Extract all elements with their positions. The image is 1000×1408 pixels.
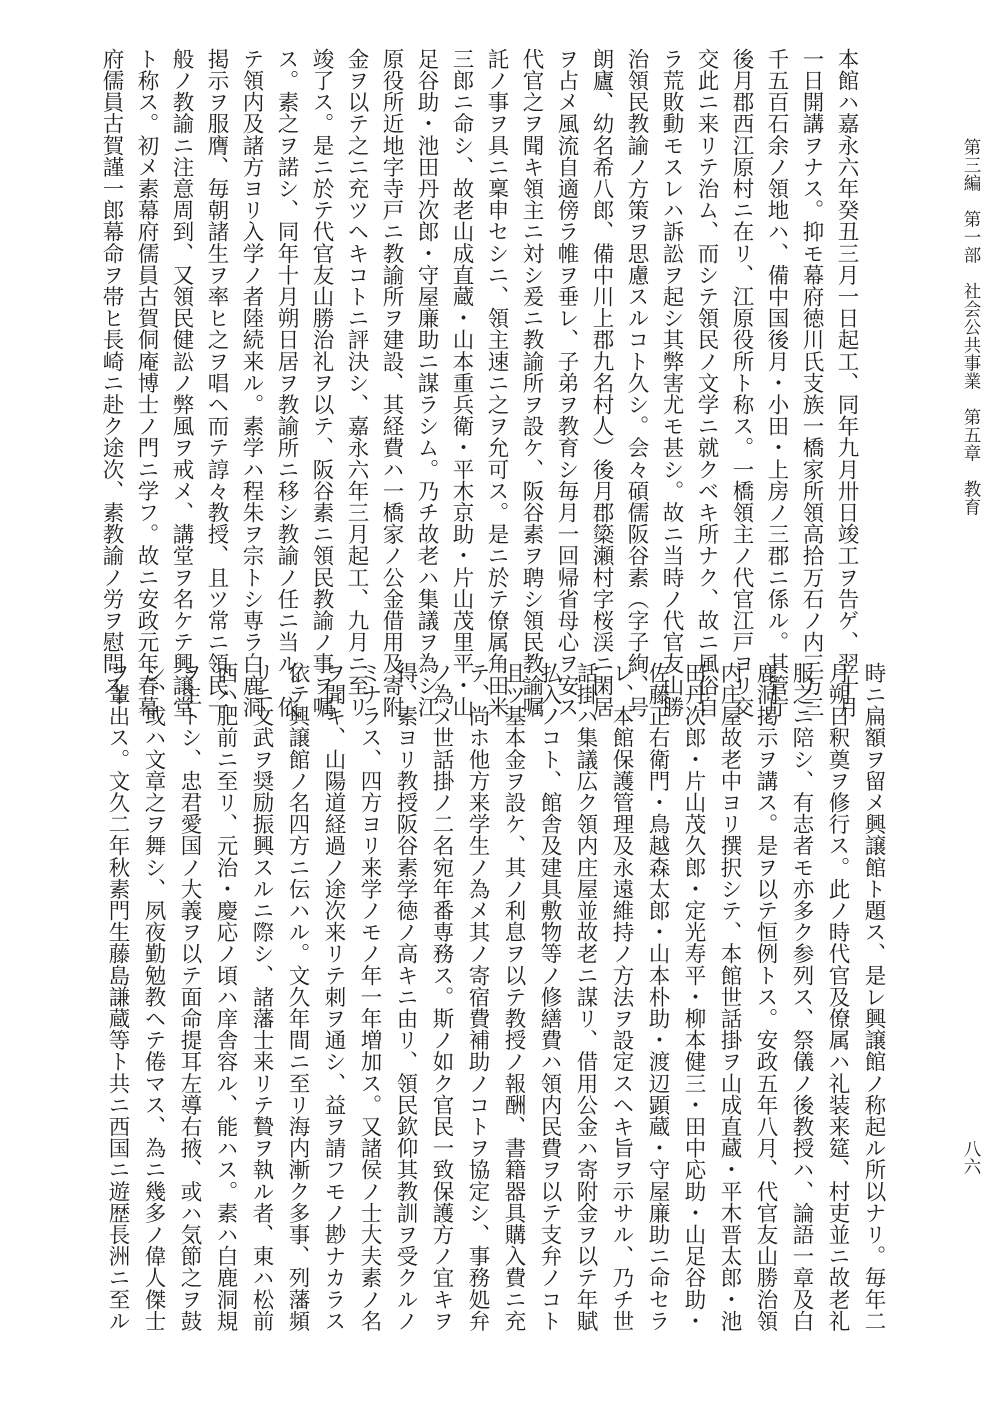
text-column: リニ文武ヲ奨励振興スルニ際シ、諸藩士来リテ贄ヲ執ル者、東ハ松前 — [249, 662, 274, 1332]
text-column: ヲ聞キ、山陽道経過ノ途次来リテ刺ヲ通シ、益ヲ請フモノ尠ナカラス — [321, 662, 346, 1332]
text-column: 佐藤正右衛門・鳥越森太郎・山本朴助・渡辺顕蔵・守屋廉助ニ命セラ — [645, 662, 670, 1332]
text-column: ヲ占メ風流自適傍ラ帷ヲ垂レ、子弟ヲ教育シ毎月一回帰省母心ヲ安ス — [554, 48, 579, 718]
text-column: 且ツ基本金ヲ設ケ、其ノ利息ヲ以テ教授ノ報酬、書籍器具購入費ニ充 — [501, 662, 526, 1332]
text-column: 三郎ニ命シ、故老山成直蔵・山本重兵衛・平木京助・片山茂里平・山 — [449, 48, 474, 718]
text-column: 原役所近地字寺戸ニ教諭所ヲ建設、其経費ハ一橋家ノ公金借用及寄附 — [379, 48, 404, 718]
page-number: 八六 — [961, 1140, 981, 1175]
text-column: 時ニ扁額ヲ留メ興譲館ト題ス、是レ興譲館ノ称起ル所以ナリ。毎年二 — [861, 662, 886, 1332]
text-column: 一日開講ヲナス。抑モ幕府徳川氏支族一橋家所領高拾万石ノ内三万三 — [799, 48, 824, 718]
text-column: 依テ興譲館ノ名四方ニ伝ハル。文久年間ニ至リ海内漸ク多事、列藩頻 — [285, 662, 310, 1332]
text-column: 内庄屋故老中ヨリ撰択シテ、本館世話掛ヲ山成直蔵・平木晋太郎・池 — [717, 662, 742, 1332]
text-column: 府儒員古賀謹一郎幕命ヲ帯ヒ長崎ニ赴ク途次、素教諭ノ労ヲ慰問ス。 — [99, 48, 124, 718]
text-column: ス。素之ヲ諾シ、同年十月朔日居ヲ教諭所ニ移シ教諭ノ任ニ当ル。依 — [274, 48, 299, 718]
text-column: 後月郡西江原村ニ在リ、江原役所ト称ス。一橋領主ノ代官江戸ヨリ交 — [729, 48, 754, 718]
text-column: ト称ス。初メ素幕府儒員古賀侗庵博士ノ門ニ学フ。故ニ安政元年春幕 — [134, 48, 159, 718]
text-column: 鹿洞掲示ヲ講ス。是ヲ以テ恒例トス。安政五年八月、代官友山勝治領 — [753, 662, 778, 1332]
text-column: 竣了ス。是ニ於テ代官友山勝治礼ヲ以テ、阪谷素ニ領民教諭ノ事ヲ嘱 — [309, 48, 334, 718]
text-column: ノ為メ世話掛ノ二名宛年番専務ス。斯ノ如ク官民一致保護方ノ宜キヲ — [429, 662, 454, 1332]
text-column: シ、或ハ文章之ヲ舞シ、夙夜勤勉教ヘテ倦マス、為ニ幾多ノ偉人傑士 — [141, 662, 166, 1332]
text-column: ラ荒敗動モスレハ訴訟ヲ起シ其弊害尤モ甚シ。故ニ当時ノ代官友山勝 — [659, 48, 684, 718]
text-column: ヲ主トシ、忠君愛国ノ大義ヲ以テ面命提耳左導右掖、或ハ気節之ヲ鼓 — [177, 662, 202, 1332]
text-column: 朗廬、幼名希八郎、備中川上郡九名村人）後月郡簗瀬村字桜渓ニ閑居 — [589, 48, 614, 718]
text-column: 足谷助・池田丹次郎・守屋廉助ニ謀ラシム。乃チ故老ハ集議ヲ為シ江 — [414, 48, 439, 718]
text-column: 払入ノコト、館舎及建具敷物等ノ修繕費ハ領内民費ヲ以テ支弁ノコト — [537, 662, 562, 1332]
text-column: 託ノ事ヲ具ニ稟申セシニ、領主速ニ之ヲ允可ス。是ニ於テ僚属角田米 — [484, 48, 509, 718]
text-column: ヲ輩出ス。文久二年秋素門生藤島謙蔵等ト共ニ西国ニ遊歴長洲ニ至ル — [105, 662, 130, 1332]
text-column: テ領内及諸方ヨリ入学ノ者陸続来ル。素学ハ程朱ヲ宗トシ専ラ白鹿洞 — [239, 48, 264, 718]
text-column: 本館ハ嘉永六年癸丑三月一日起工、同年九月卅日竣工ヲ告ゲ、翌十月 — [834, 48, 859, 718]
text-column: 代官之ヲ聞キ領主ニ対シ爰ニ教諭所ヲ設ケ、阪谷素ヲ聘シ領民教諭嘱 — [519, 48, 544, 718]
text-column: 治領民教諭ノ方策ヲ思慮スルコト久シ。会々碩儒阪谷素（字子絢、号 — [624, 48, 649, 718]
text-column: 得、素ヨリ教授阪谷素学徳ノ高キニ由リ、領民欽仰其教訓ヲ受クルノ — [393, 662, 418, 1332]
text-column: 交此ニ来リテ治ム、而シテ領民ノ文学ニ就クベキ所ナク、故ニ風俗自 — [694, 48, 719, 718]
running-title: 第三編 第一部 社会公共事業 第五章 教育 — [961, 138, 981, 516]
text-column: 西ハ肥前ニ至リ、元治・慶応ノ頃ハ庠舎容ル、能ハス。素ハ白鹿洞規 — [213, 662, 238, 1332]
text-column: 服之ニ陪シ、有志者モ亦多ク参列ス、祭儀ノ後教授ハ、論語一章及白 — [789, 662, 814, 1332]
text-column: テ、尚ホ他方来学生ノ為メ其ノ寄宿費補助ノコトヲ協定シ、事務処弁 — [465, 662, 490, 1332]
text-column: ミナラス、四方ヨリ来学ノモノ年一年増加ス。又諸侯ノ士大夫素ノ名 — [357, 662, 382, 1332]
text-column: 掲示ヲ服膺、毎朝諸生ヲ率ヒ之ヲ唱ヘ而テ諄々教授、且ツ常ニ領民一 — [204, 48, 229, 718]
text-column: 月朔日釈奠ヲ修行ス。此ノ時代官及僚属ハ礼装来筵、村吏並ニ故老礼 — [825, 662, 850, 1332]
text-column: レ、本館保護管理及永遠維持ノ方法ヲ設定スヘキ旨ヲ示サル、乃チ世 — [609, 662, 634, 1332]
text-column: 般ノ教諭ニ注意周到、又領民健訟ノ弊風ヲ戒メ、講堂ヲ名ケテ興譲堂 — [169, 48, 194, 718]
text-column: 千五百石余ノ領地ハ、備中国後月・小田・上房ノ三郡ニ係ル。其管庁 — [764, 48, 789, 718]
text-column: 田丹次郎・片山茂久郎・定光寿平・柳本健三・田中応助・山足谷助・ — [681, 662, 706, 1332]
text-column: 金ヲ以テ之ニ充ツヘキコトニ評決シ、嘉永六年三月起工、九月ニ至リ — [344, 48, 369, 718]
text-column: 話掛ハ集議広ク領内庄屋並故老ニ謀リ、借用公金ハ寄附金ヲ以テ年賦 — [573, 662, 598, 1332]
